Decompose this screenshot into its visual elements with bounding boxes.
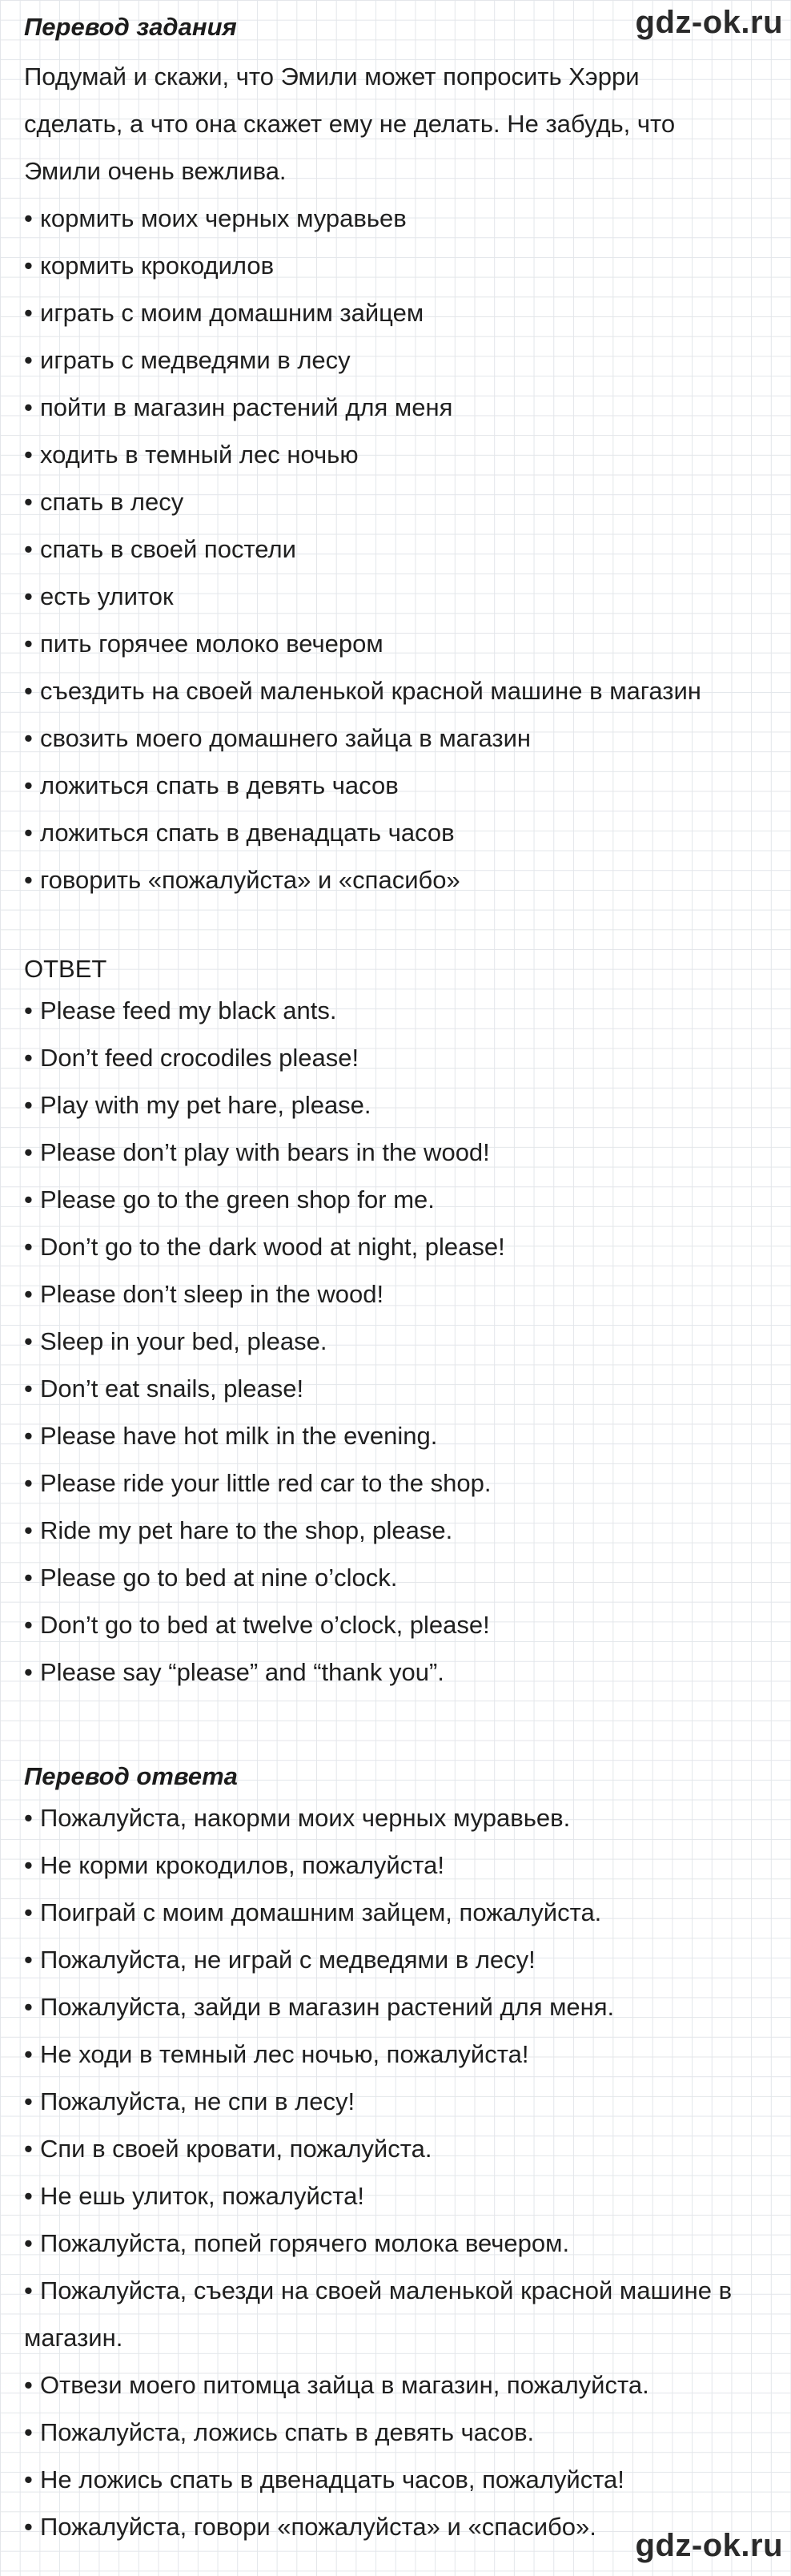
bullet-icon: • [24, 2182, 33, 2210]
list-item [24, 762, 745, 809]
list-item-text: Пожалуйста, не играй с медведями в лесу! [40, 1946, 536, 1974]
bullet-icon: • [24, 488, 33, 516]
bullet-icon: • [24, 2135, 33, 2163]
list-item-text: Please say “please” and “thank you”. [40, 1658, 444, 1686]
list-item-text: Please go to bed at nine o’clock. [40, 1564, 398, 1592]
list-item-text: кормить крокодилов [40, 252, 275, 280]
list-item-text: Не корми крокодилов, пожалуйста! [40, 1851, 444, 1879]
list-item [24, 1270, 745, 1318]
list-item [24, 714, 745, 762]
list-item [24, 856, 745, 904]
list-item-text: пойти в магазин растений для меня [40, 393, 453, 421]
bullet-icon: • [24, 346, 33, 374]
list-item [24, 2172, 769, 2220]
list-item-text: Play with my pet hare, please. [40, 1091, 371, 1119]
list-item [24, 1223, 745, 1270]
bullet-icon: • [24, 1851, 33, 1879]
list-item [24, 2409, 769, 2456]
list-item-text: ходить в темный лес ночью [40, 441, 359, 469]
bullet-icon: • [24, 1422, 33, 1450]
list-item-text: Не ходи в темный лес ночью, пожалуйста! [40, 2040, 529, 2068]
list-item-text: Please have hot milk in the evening. [40, 1422, 438, 1450]
bullet-icon: • [24, 996, 33, 1024]
list-item [24, 809, 745, 856]
list-item [24, 1365, 745, 1412]
bullet-icon: • [24, 252, 33, 280]
bullet-icon: • [24, 724, 33, 752]
list-item [24, 384, 745, 431]
list-item [24, 620, 745, 667]
list-item [24, 1889, 769, 1936]
list-item-text: ложиться спать в девять часов [40, 771, 399, 799]
list-item-text: Поиграй с моим домашним зайцем, пожалуйста. [40, 1898, 602, 1926]
bullet-icon: • [24, 2513, 33, 2541]
watermark-top: gdz-ok.ru [635, 5, 783, 40]
list-item-text: Не ложись спать в двенадцать часов, пожалуйста! [40, 2465, 624, 2493]
task-heading: Перевод задания [24, 13, 237, 41]
bullet-icon: • [24, 393, 33, 421]
bullet-icon: • [24, 1993, 33, 2021]
list-item-text: Don’t feed crocodiles please! [40, 1044, 359, 1072]
list-item [24, 289, 745, 336]
list-item [24, 195, 745, 242]
list-item-text: Пожалуйста, зайди в магазин растений для меня. [40, 1993, 615, 2021]
bullet-icon: • [24, 441, 33, 469]
bullet-icon: • [24, 1185, 33, 1214]
list-item [24, 525, 745, 573]
bullet-icon: • [24, 535, 33, 563]
answer-list [24, 987, 745, 1696]
bullet-icon: • [24, 1044, 33, 1072]
list-item-text: есть улиток [40, 582, 174, 610]
bullet-icon: • [24, 2371, 33, 2399]
bullet-icon: • [24, 1516, 33, 1544]
list-item-text: играть с моим домашним зайцем [40, 299, 424, 327]
list-item-text: Don’t eat snails, please! [40, 1375, 304, 1403]
list-item-text: Отвези моего питомца зайца в магазин, пожалуйста. [40, 2371, 649, 2399]
list-item-text: Sleep in your bed, please. [40, 1327, 327, 1355]
list-item-text: спать в своей постели [40, 535, 296, 563]
list-item [24, 1601, 745, 1648]
list-item [24, 2361, 769, 2409]
list-item [24, 336, 745, 384]
list-item-text: Ride my pet hare to the shop, please. [40, 1516, 453, 1544]
list-item [24, 2220, 769, 2267]
list-item [24, 1412, 745, 1459]
bullet-icon: • [24, 1804, 33, 1832]
bullet-icon: • [24, 1469, 33, 1497]
list-item [24, 1983, 769, 2031]
bullet-icon: • [24, 2276, 33, 2304]
bullet-icon: • [24, 1280, 33, 1308]
list-item-text: Спи в своей кровати, пожалуйста. [40, 2135, 432, 2163]
list-item-text: играть с медведями в лесу [40, 346, 351, 374]
list-item-text: Пожалуйста, попей горячего молока вечером. [40, 2229, 570, 2257]
list-item-text: Please don’t play with bears in the wood! [40, 1138, 490, 1166]
list-item [24, 573, 745, 620]
bullet-icon: • [24, 204, 33, 232]
bullet-icon: • [24, 2087, 33, 2115]
bullet-icon: • [24, 1233, 33, 1261]
bullet-icon: • [24, 2418, 33, 2446]
bullet-icon: • [24, 1327, 33, 1355]
bullet-icon: • [24, 677, 33, 705]
list-item [24, 478, 745, 525]
list-item-text: Don’t go to the dark wood at night, please! [40, 1233, 505, 1261]
bullet-icon: • [24, 1138, 33, 1166]
list-item-text: Не ешь улиток, пожалуйста! [40, 2182, 364, 2210]
list-item-text: кормить моих черных муравьев [40, 204, 407, 232]
list-item [24, 1841, 769, 1889]
list-item-text: Please ride your little red car to the shop. [40, 1469, 492, 1497]
list-item [24, 2456, 769, 2503]
list-item-text: Please feed my black ants. [40, 996, 337, 1024]
list-item-text: ложиться спать в двенадцать часов [40, 819, 455, 847]
list-item [24, 1936, 769, 1983]
bullet-icon: • [24, 819, 33, 847]
bullet-icon: • [24, 2040, 33, 2068]
list-item-text: Пожалуйста, не спи в лесу! [40, 2087, 355, 2115]
list-item [24, 1318, 745, 1365]
task-heading-block [24, 10, 745, 45]
list-item [24, 431, 745, 478]
list-item-text: съездить на своей маленькой красной машине в магазин [40, 677, 701, 705]
bullet-icon: • [24, 1375, 33, 1403]
bullet-icon: • [24, 299, 33, 327]
bullet-icon: • [24, 1564, 33, 1592]
list-item-text: Пожалуйста, ложись спать в девять часов. [40, 2418, 535, 2446]
list-item [24, 1554, 745, 1601]
list-item [24, 1034, 745, 1081]
list-item [24, 1648, 745, 1696]
translation-list [24, 1794, 769, 2550]
list-item [24, 1081, 745, 1129]
list-item [24, 2078, 769, 2125]
list-item [24, 1129, 745, 1176]
list-item [24, 2031, 769, 2078]
list-item [24, 667, 745, 714]
list-item-text: Please don’t sleep in the wood! [40, 1280, 384, 1308]
bullet-icon: • [24, 630, 33, 658]
bullet-icon: • [24, 1898, 33, 1926]
list-item [24, 2267, 769, 2361]
list-item-text: Please go to the green shop for me. [40, 1185, 435, 1214]
list-item-text: Пожалуйста, говори «пожалуйста» и «спасибо». [40, 2513, 596, 2541]
list-item [24, 1459, 745, 1507]
list-item [24, 2125, 769, 2172]
list-item-text: Пожалуйста, накорми моих черных муравьев. [40, 1804, 571, 1832]
task-intro: Подумай и скажи, что Эмили может попросить Хэрри сделать, а что она скажет ему не делать. Не забудь, что Эмили очень вежлива. [24, 62, 676, 185]
bullet-icon: • [24, 771, 33, 799]
list-item [24, 242, 745, 289]
bullet-icon: • [24, 2229, 33, 2257]
bullet-icon: • [24, 2465, 33, 2493]
list-item-text: свозить моего домашнего зайца в магазин [40, 724, 532, 752]
list-item [24, 987, 745, 1034]
bullet-icon: • [24, 582, 33, 610]
list-item-text: Пожалуйста, съезди на своей маленькой красной машине в магазин. [24, 2276, 733, 2352]
translation-heading: Перевод ответа [24, 1762, 238, 1790]
list-item [24, 1507, 745, 1554]
list-item-text: спать в лесу [40, 488, 184, 516]
task-list [24, 195, 745, 904]
list-item [24, 1794, 769, 1841]
bullet-icon: • [24, 1091, 33, 1119]
answer-section [24, 952, 745, 1696]
bullet-icon: • [24, 1658, 33, 1686]
bullet-icon: • [24, 1611, 33, 1639]
bullet-icon: • [24, 1946, 33, 1974]
watermark-bottom: gdz-ok.ru [635, 2528, 783, 2563]
translation-section [24, 1759, 769, 2550]
bullet-icon: • [24, 866, 33, 894]
list-item-text: говорить «пожалуйста» и «спасибо» [40, 866, 460, 894]
list-item-text: пить горячее молоко вечером [40, 630, 383, 658]
task-section [24, 53, 745, 904]
answer-heading: ОТВЕТ [24, 955, 107, 983]
list-item-text: Don’t go to bed at twelve o’clock, please! [40, 1611, 490, 1639]
list-item [24, 1176, 745, 1223]
